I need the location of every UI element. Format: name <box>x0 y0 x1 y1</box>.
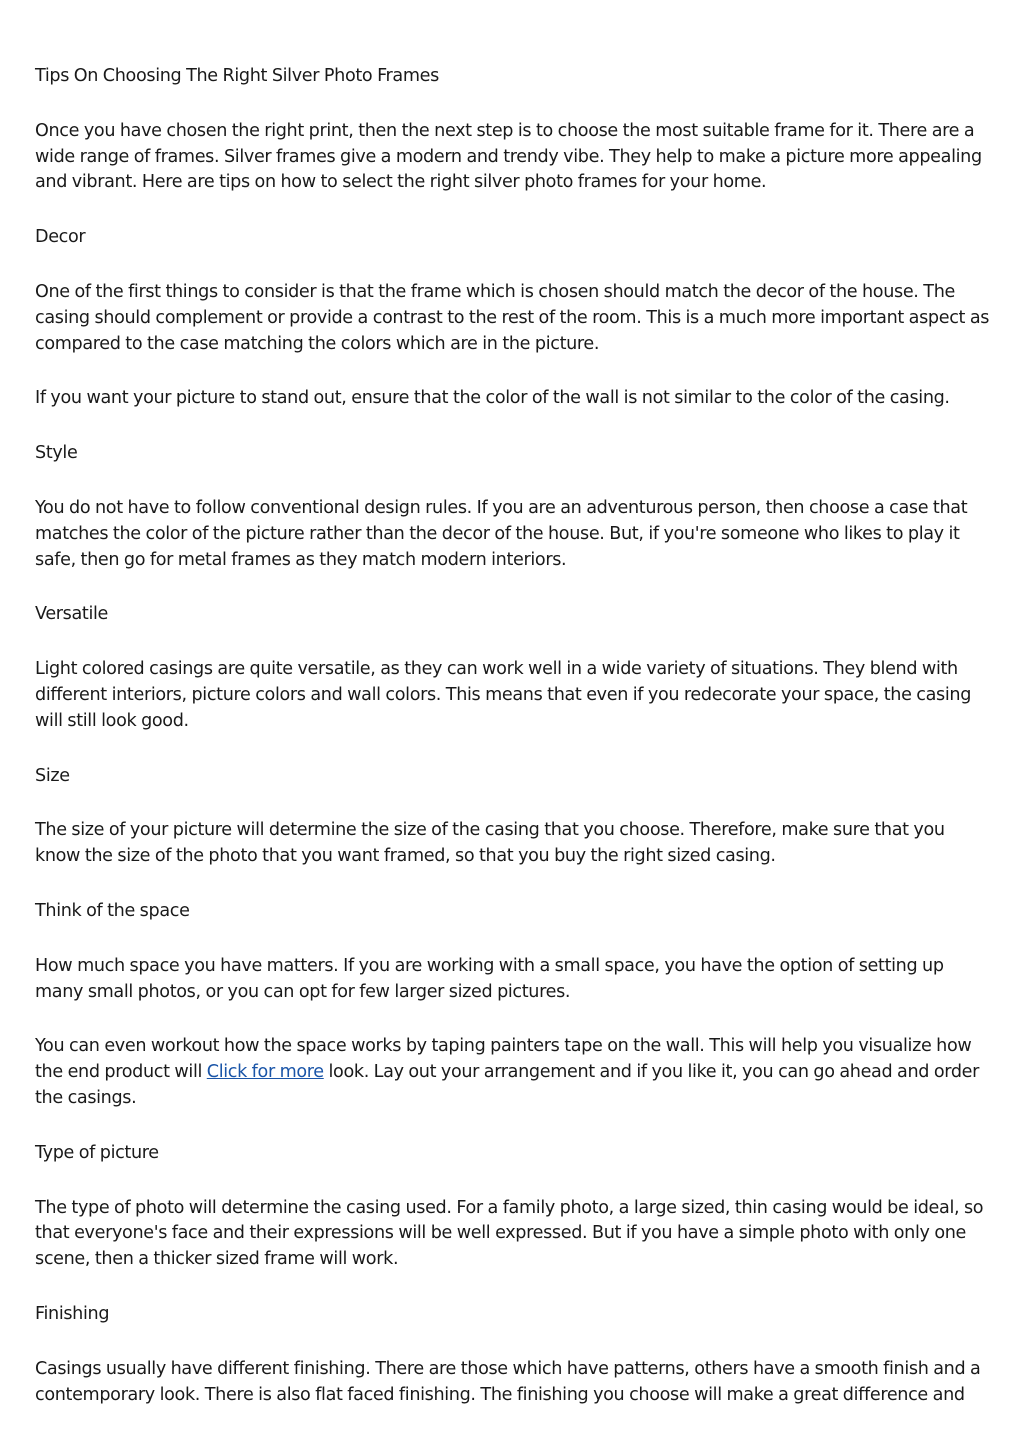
type-of-picture-paragraph: The type of photo will determine the casing used. For a family photo, a large sized, thin casing would be ideal, so that everyone's face and their expressions will be well expressed. But if you have a simple photo with only one scene, then a thicker sized frame will work. <box>35 1197 984 1270</box>
space-paragraph-2-text-before: You can even workout how the space works by taping painters tape on the wall. This will help you visualize how the end product will <box>35 1036 972 1083</box>
section-heading-finishing: Finishing <box>35 1303 110 1324</box>
size-paragraph: The size of your picture will determine the size of the casing that you choose. Therefore, make sure that you know the size of the photo that you want framed, so that you buy the right sized casing. <box>35 820 945 867</box>
section-heading-versatile: Versatile <box>35 604 109 625</box>
finishing-paragraph: Casings usually have different finishing. There are those which have patterns, others have a smooth finish and a contemporary look. There is also flat faced finishing. The finishing you choose will make a great difference and <box>35 1358 981 1405</box>
section-heading-space: Think of the space <box>35 900 190 921</box>
click-for-more-link[interactable]: Click for more <box>206 1062 324 1083</box>
space-paragraph-2 <box>35 1034 991 1111</box>
space-paragraph-1: How much space you have matters. If you are working with a small space, you have the option of setting up many small photos, or you can opt for few larger sized pictures. <box>35 955 944 1002</box>
section-heading-type-of-picture: Type of picture <box>35 1142 159 1163</box>
decor-paragraph-1: One of the first things to consider is that the frame which is chosen should match the decor of the house. The casing should complement or provide a contrast to the rest of the room. This is a much more important aspect as compared to the case matching the colors which are in the picture. <box>35 281 990 354</box>
decor-paragraph-2: If you want your picture to stand out, ensure that the color of the wall is not similar to the color of the casing. <box>35 388 950 409</box>
space-paragraph-2-text-after: look. Lay out your arrangement and if you like it, you can go ahead and order the casings. <box>35 1062 980 1108</box>
versatile-paragraph: Light colored casings are quite versatile, as they can work well in a wide variety of situations. They blend with different interiors, picture colors and wall colors. This means that even if you redecorate your space, the casing will still look good. <box>35 659 972 731</box>
document-page <box>35 64 991 1437</box>
section-heading-size: Size <box>35 765 70 786</box>
page-title: Tips On Choosing The Right Silver Photo Frames <box>35 66 439 86</box>
section-heading-decor: Decor <box>35 227 86 248</box>
intro-paragraph: Once you have chosen the right print, then the next step is to choose the most suitable frame for it. There are a wide range of frames. Silver frames give a modern and trendy vibe. They help to make a picture more appealing and vibrant. Here are tips on how to select the right silver photo frames for your home. <box>35 120 982 193</box>
style-paragraph: You do not have to follow conventional design rules. If you are an adventurous person, then choose a case that matches the color of the picture rather than the decor of the house. But, if you're someone who likes to play it safe, then go for metal frames as they match modern interiors. <box>35 497 968 570</box>
section-heading-style: Style <box>35 443 78 464</box>
